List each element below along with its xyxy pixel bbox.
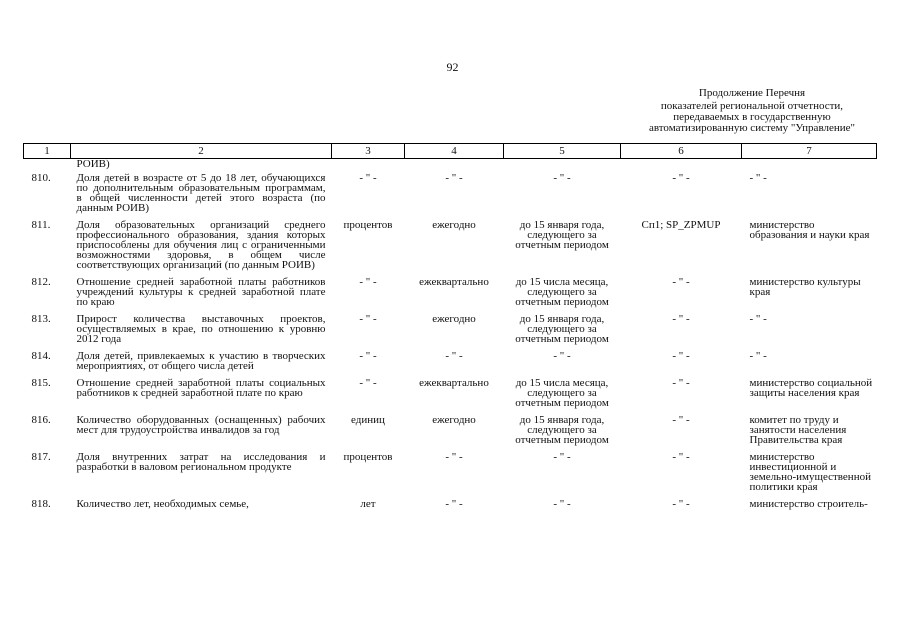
column-header-1: 1 <box>24 144 71 159</box>
carry-over-text: РОИВ) <box>76 158 110 170</box>
row-number: 815. <box>31 377 51 389</box>
unit-cell: - " - <box>359 172 377 184</box>
row-number: 811. <box>31 219 51 231</box>
period-cell: - " - <box>445 350 463 362</box>
code-cell: - " - <box>672 172 690 184</box>
indicator-name: Доля детей в возрасте от 5 до 18 лет, обучающихся по дополнительным образовательным программам, в общей численности детей этого возраста (по данным РОИВ) <box>76 172 326 214</box>
table-row <box>24 216 877 273</box>
continuation-title: Продолжение Перечня <box>698 87 806 99</box>
period-cell: - " - <box>445 498 463 510</box>
indicators-table <box>23 143 877 512</box>
column-header-4: 4 <box>405 144 504 159</box>
deadline-cell: до 15 числа месяца, следующего за отчетным периодом <box>515 377 609 409</box>
row-number: 813. <box>31 313 51 325</box>
code-cell: - " - <box>672 350 690 362</box>
indicator-name: Доля образовательных организаций среднего профессионального образования, здания которых приспособлены для обучения лиц с ограниченными возможностями здоровья, в общем числе соответствующих организаций (по данным РОИВ) <box>76 219 326 271</box>
deadline-cell: до 15 января года, следующего за отчетным периодом <box>515 414 609 446</box>
unit-cell: - " - <box>359 350 377 362</box>
indicator-name: Количество лет, необходимых семье, <box>76 498 249 510</box>
deadline-cell: до 15 января года, следующего за отчетным периодом <box>515 219 609 251</box>
code-cell: - " - <box>672 451 690 463</box>
authority-cell: - " - <box>749 172 767 184</box>
code-cell: Сп1; SP_ZPMUP <box>641 219 721 231</box>
table-row <box>24 310 877 347</box>
carry-over-row <box>24 159 877 170</box>
authority-cell: министерство строитель- <box>749 498 868 510</box>
continuation-line-4: автоматизированную систему "Управление" <box>648 122 856 134</box>
code-cell: - " - <box>672 313 690 325</box>
row-number: 817. <box>31 451 51 463</box>
unit-cell: лет <box>360 498 376 510</box>
code-cell: - " - <box>672 414 690 426</box>
unit-cell: - " - <box>359 276 377 288</box>
column-number-row <box>24 144 877 159</box>
indicator-name: Доля внутренних затрат на исследования и разработки в валовом региональном продукте <box>76 451 326 473</box>
authority-cell: - " - <box>749 313 767 325</box>
unit-cell: - " - <box>359 313 377 325</box>
continuation-line-3: передаваемых в государственную <box>673 111 831 123</box>
indicator-name: Прирост количества выставочных проектов, осуществляемых в крае, по отношению к уровню 2012 года <box>76 313 326 345</box>
authority-cell: комитет по труду и занятости населения Правительства края <box>749 414 847 446</box>
table-row <box>24 495 877 512</box>
period-cell: - " - <box>445 172 463 184</box>
deadline-cell: - " - <box>553 172 571 184</box>
authority-cell: министерство социальной защиты населения края <box>749 377 873 399</box>
deadline-cell: до 15 числа месяца, следующего за отчетным периодом <box>515 276 609 308</box>
table-row <box>24 374 877 411</box>
code-cell: - " - <box>672 377 690 389</box>
table-row <box>24 448 877 495</box>
unit-cell: процентов <box>343 219 393 231</box>
deadline-cell: - " - <box>553 498 571 510</box>
row-number: 818. <box>31 498 51 510</box>
authority-cell: - " - <box>749 350 767 362</box>
authority-cell: министерство образования и науки края <box>749 219 870 241</box>
table-row <box>24 347 877 374</box>
indicator-name: Отношение средней заработной платы работников учреждений культуры к средней заработной плате по краю <box>76 276 326 308</box>
column-header-3: 3 <box>332 144 405 159</box>
page-number: 92 <box>446 60 459 74</box>
deadline-cell: до 15 января года, следующего за отчетным периодом <box>515 313 609 345</box>
table-row <box>24 411 877 448</box>
period-cell: ежеквартально <box>419 377 489 389</box>
table-row <box>24 169 877 216</box>
indicator-name: Отношение средней заработной платы социальных работников к средней заработной плате по краю <box>76 377 326 399</box>
column-header-6: 6 <box>621 144 742 159</box>
deadline-cell: - " - <box>553 350 571 362</box>
deadline-cell: - " - <box>553 451 571 463</box>
row-number: 812. <box>31 276 51 288</box>
period-cell: ежегодно <box>432 313 476 325</box>
period-cell: - " - <box>445 451 463 463</box>
authority-cell: министерство инвестиционной и земельно-имущественной политики края <box>749 451 871 493</box>
period-cell: ежеквартально <box>419 276 489 288</box>
continuation-line-2: показателей региональной отчетности, <box>660 100 844 112</box>
row-number: 810. <box>31 172 51 184</box>
row-number: 816. <box>31 414 51 426</box>
indicator-name: Количество оборудованных (оснащенных) рабочих мест для трудоустройства инвалидов за год <box>76 414 326 436</box>
authority-cell: министерство культуры края <box>749 276 861 298</box>
table-row <box>24 273 877 310</box>
unit-cell: - " - <box>359 377 377 389</box>
column-header-5: 5 <box>504 144 621 159</box>
period-cell: ежегодно <box>432 414 476 426</box>
indicator-name: Доля детей, привлекаемых к участию в творческих мероприятиях, от общего числа детей <box>76 350 326 372</box>
code-cell: - " - <box>672 276 690 288</box>
column-header-7: 7 <box>742 144 877 159</box>
code-cell: - " - <box>672 498 690 510</box>
continuation-heading <box>596 88 905 134</box>
period-cell: ежегодно <box>432 219 476 231</box>
column-header-2: 2 <box>71 144 332 159</box>
row-number: 814. <box>31 350 51 362</box>
unit-cell: единиц <box>351 414 385 426</box>
unit-cell: процентов <box>343 451 393 463</box>
